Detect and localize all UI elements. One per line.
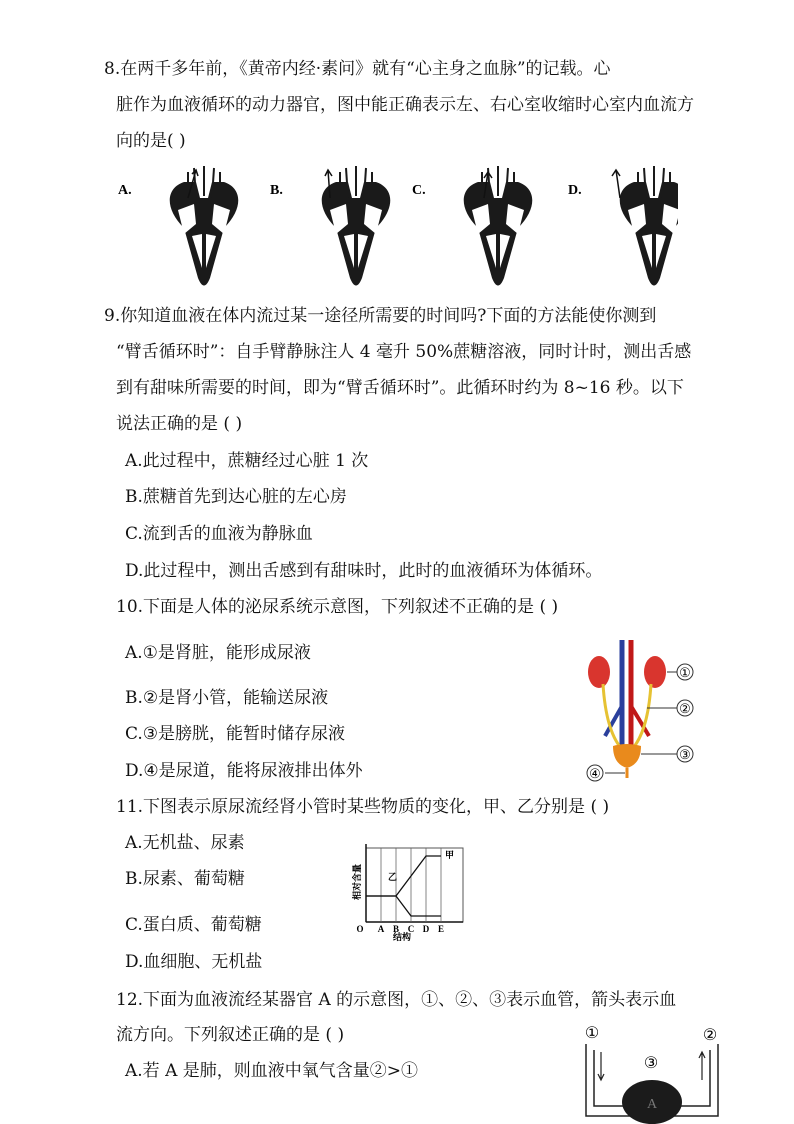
q10-option-b: B.②是肾小管，能输送尿液 <box>125 688 329 708</box>
q8-heart-figures <box>118 160 678 290</box>
q8-line-2: 脏作为血液循环的动力器官，图中能正确表示左、右心室收缩时心室内血流方 <box>116 95 694 115</box>
q12-organ-figure <box>578 1020 728 1124</box>
q9-line-4: 说法正确的是 ( ) <box>116 414 243 434</box>
q8-line-1: 8.在两千多年前，《黄帝内经·素问》就有“心主身之血脉”的记载。心 <box>104 59 611 79</box>
q10-option-d: D.④是尿道，能将尿液排出体外 <box>125 761 363 781</box>
q12-label-2: ② <box>702 1027 718 1044</box>
q11-option-a: A.无机盐、尿素 <box>125 833 245 853</box>
bladder <box>613 744 641 768</box>
q9-line-1: 9.你知道血液在体内流过某一途径所需要的时间吗?下面的方法能使你测到 <box>104 306 657 326</box>
right-kidney <box>644 656 666 688</box>
q11-option-d: D.血细胞、无机盐 <box>125 952 263 972</box>
q12-label-3: ③ <box>643 1055 659 1072</box>
q11-origin: O <box>356 924 364 934</box>
q8-figure-a <box>118 166 238 286</box>
q10-label-1: ① <box>679 665 691 680</box>
q8-label-d: D. <box>568 183 582 198</box>
q9-option-a: A.此过程中，蔗糖经过心脏 1 次 <box>125 451 369 471</box>
q9-line-2: “臂舌循环时”：自手臂静脉注人 4 毫升 50%蔗糖溶液，同时计时，测出舌感 <box>116 342 692 362</box>
q8-label-a: A. <box>118 183 132 198</box>
q11-ylabel: 相对含量 <box>352 863 362 900</box>
q10-label-4: ④ <box>589 766 601 781</box>
q11-chart <box>340 842 468 942</box>
q9-line-3: 到有甜味所需要的时间，即为“臂舌循环时”。此循环时约为 8~16 秒。以下 <box>116 378 684 398</box>
q11-tick-C: C <box>407 924 415 934</box>
q9-option-c: C.流到舌的血液为静脉血 <box>125 524 313 544</box>
q11-xlabel: 结构 <box>392 932 412 942</box>
q8-figure-c <box>412 166 532 286</box>
q11-tick-B: B <box>392 924 400 934</box>
q8-figure-d <box>568 166 678 286</box>
q8-line-3: 向的是( ) <box>116 131 186 151</box>
q11-series-label-2: 乙 <box>388 872 398 882</box>
q8-label-b: B. <box>270 183 283 198</box>
q12-line-2: 流方向。下列叙述正确的是 ( ) <box>116 1025 345 1045</box>
q10-option-a: A.①是肾脏，能形成尿液 <box>125 643 311 663</box>
q8-label-c: C. <box>412 183 426 198</box>
q10-stem: 10.下面是人体的泌尿系统示意图，下列叙述不正确的是 ( ) <box>116 597 559 617</box>
q11-tick-E: E <box>437 924 445 934</box>
q10-label-3: ③ <box>679 747 691 762</box>
q10-option-c: C.③是膀胱，能暂时储存尿液 <box>125 724 346 744</box>
q11-option-c: C.蛋白质、葡萄糖 <box>125 915 262 935</box>
q8-figure-b <box>270 166 390 286</box>
q11-tick-D: D <box>422 924 430 934</box>
q11-stem: 11.下图表示原尿流经肾小管时某些物质的变化，甲、乙分别是 ( ) <box>116 797 610 817</box>
q12-label-1: ① <box>584 1025 600 1042</box>
q12-option-a: A.若 A 是肺，则血液中氧气含量②>① <box>125 1061 419 1081</box>
q11-series-label-1: 甲 <box>445 850 455 860</box>
q10-label-2: ② <box>679 701 691 716</box>
q12-label-a: A <box>646 1097 658 1112</box>
q11-option-b: B.尿素、葡萄糖 <box>125 869 245 889</box>
q9-option-d: D.此过程中，测出舌感到有甜味时，此时的血液循环为体循环。 <box>125 561 603 581</box>
left-kidney <box>588 656 610 688</box>
q12-line-1: 12.下面为血液流经某器官 A 的示意图，①、②、③表示血管，箭头表示血 <box>116 990 677 1010</box>
q9-option-b: B.蔗糖首先到达心脏的左心房 <box>125 487 347 507</box>
q10-urinary-figure <box>575 636 725 786</box>
q11-tick-A: A <box>377 924 385 934</box>
